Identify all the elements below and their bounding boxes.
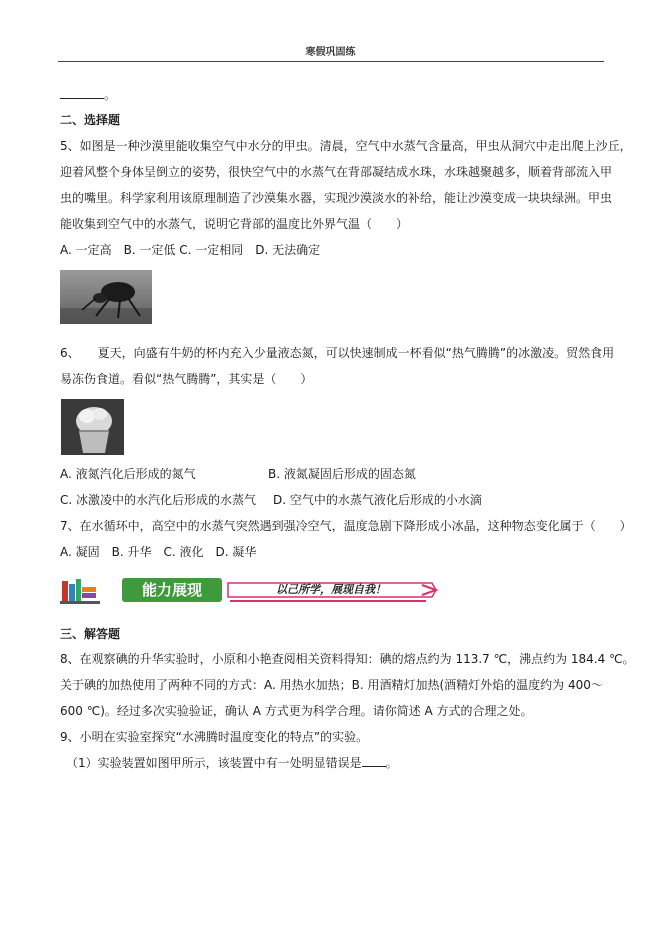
q9-sub-1: （1）实验装置如图甲所示，该装置中有一处明显错误是 。 [66,756,398,770]
q6-line-1: 6、 夏天，向盛有牛奶的杯内充入少量液态氮，可以快速制成一杯看似“热气腾腾”的冰激凌。贸然食用 [60,346,615,360]
answer-blank[interactable] [60,88,104,99]
header-rule [58,61,604,62]
q5-line-2: 迎着风整个身体呈倒立的姿势，很快空气中的水蒸气在背部凝结成水珠，水珠越聚越多，顺着背部流入甲 [60,165,613,179]
section-3-heading: 三、解答题 [60,627,121,641]
ice-cream-illustration [61,399,124,455]
q8-line-3: 600 ℃)。经过多次实验验证，确认 A 方式更为科学合理。请你简述 A 方式的合理之处。 [60,704,533,718]
q5-options: A. 一定高 B. 一定低 C. 一定相同 D. 无法确定 [60,243,321,257]
q9-line: 9、小明在实验室探究“水沸腾时温度变化的特点”的实验。 [60,730,369,744]
previous-question-tail: 。 [60,88,605,102]
beetle-photo [60,270,152,324]
q7-line: 7、在水循环中，高空中的水蒸气突然遇到强冷空气，温度急剧下降形成小冰晶，这种物态变化属于（ ） [60,519,632,533]
q6-option-d: D. 空气中的水蒸气液化后形成的小水滴 [273,493,482,507]
banner-slogan: 以己所学，展现自我！ [276,583,386,596]
q5-line-3: 虫的嘴里。科学家利用该原理制造了沙漠集水器，实现沙漠淡水的补给，能让沙漠变成一块块绿洲。甲虫 [60,191,613,205]
answer-blank[interactable] [362,756,386,767]
q6-option-a: A. 液氮汽化后形成的氮气 [60,467,196,481]
q6-option-b: B. 液氮凝固后形成的固态氮 [268,467,416,481]
q8-line-2: 关于碘的加热使用了两种不同的方式：A. 用热水加热；B. 用酒精灯加热(酒精灯外焰的温度约为 400～ [60,678,603,692]
section-2-heading: 二、选择题 [60,113,121,127]
beetle-illustration [60,270,152,324]
q6-line-2: 易冻伤食道。看似“热气腾腾”，其实是（ ） [60,372,313,386]
q5-line-4: 能收集到空气中的水蒸气，说明它背部的温度比外界气温（ ） [60,217,409,231]
q8-line-1: 8、在观察碘的升华实验时，小原和小艳查阅相关资料得知：碘的熔点约为 113.7 ℃，沸点约为 184.4 ℃。 [60,652,635,666]
q6-option-c: C. 冰激凌中的水汽化后形成的水蒸气 [60,493,257,507]
q7-options: A. 凝固 B. 升华 C. 液化 D. 凝华 [60,545,257,559]
banner-title: 能力展现 [141,581,202,599]
ice-cream-photo [61,399,124,455]
page-header: 寒假巩固练 [305,47,356,58]
q5-line-1: 5、如图是一种沙漠里能收集空气中水分的甲虫。清晨，空气中水蒸气含量高，甲虫从洞穴中走出爬上沙丘， [60,139,632,153]
ability-banner [60,575,440,605]
